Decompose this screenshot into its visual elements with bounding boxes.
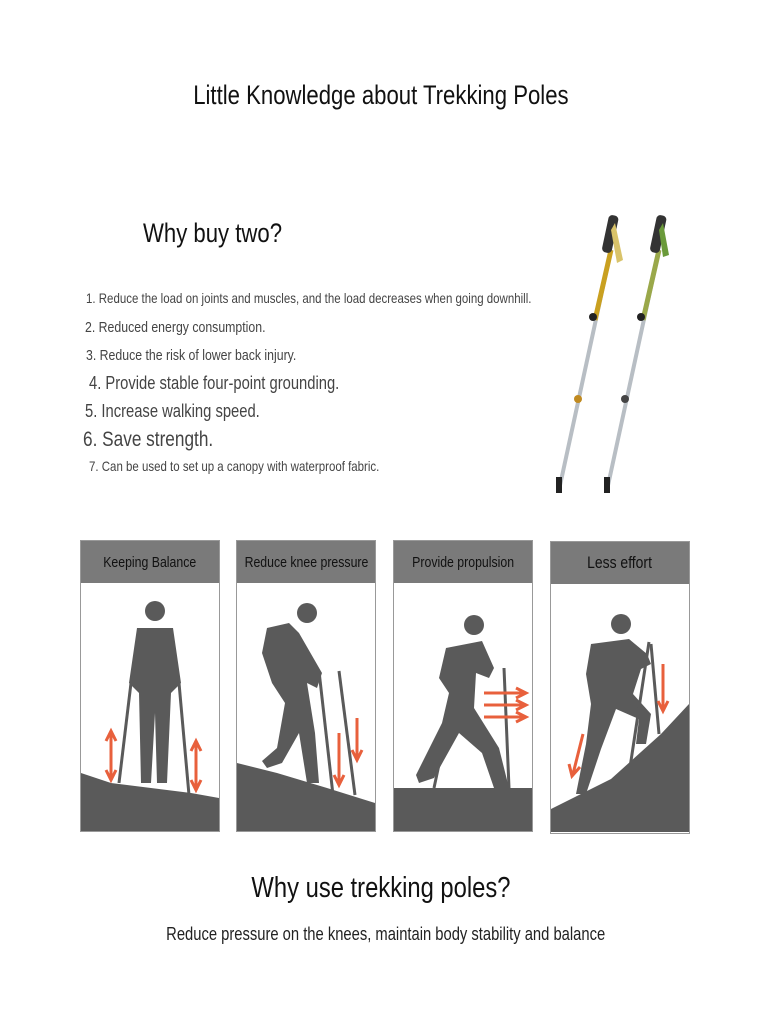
page-title-text: Little Knowledge about Trekking Poles — [193, 80, 569, 110]
why-use-heading — [0, 872, 762, 905]
panel-reduce-knee-pressure — [236, 540, 376, 832]
panel-keeping-balance — [80, 540, 220, 832]
pole-right — [604, 214, 669, 493]
why-buy-heading — [143, 218, 313, 249]
hiker-uphill-illustration — [551, 584, 689, 832]
list-item-text: 5. Increase walking speed. — [85, 401, 260, 421]
list-item — [86, 347, 343, 364]
panel-header — [394, 541, 532, 583]
trekking-poles-image — [545, 205, 685, 500]
hiker-knee-illustration — [237, 583, 375, 831]
list-item-text: 3. Reduce the risk of lower back injury. — [86, 347, 297, 364]
panel-header — [237, 541, 375, 583]
list-item — [85, 401, 298, 422]
why-use-subtitle — [0, 924, 762, 945]
list-item-text: 7. Can be used to set up a canopy with waterproof fabric. — [89, 458, 380, 474]
panel-header — [81, 541, 219, 583]
panel-provide-propulsion — [393, 540, 533, 832]
panel-header — [551, 542, 689, 584]
list-item-text: 4. Provide stable four-point grounding. — [89, 373, 340, 393]
page-title — [0, 80, 762, 111]
panel-label: Keeping Balance — [103, 553, 197, 571]
list-item-text: 6. Save strength. — [83, 428, 214, 451]
panel-label: Less effort — [587, 553, 653, 572]
why-use-subtitle-text: Reduce pressure on the knees, maintain body stability and balance — [166, 924, 606, 944]
pole-left — [556, 214, 623, 493]
list-item — [89, 458, 443, 474]
hiker-propulsion-illustration — [394, 583, 532, 831]
hiker-balance-illustration — [81, 583, 219, 831]
list-item-text: 1. Reduce the load on joints and muscles, and the load decreases when going downhill. — [86, 290, 532, 306]
panel-less-effort — [550, 541, 690, 834]
why-use-heading-text: Why use trekking poles? — [251, 872, 511, 904]
list-item — [85, 319, 305, 336]
list-item — [83, 428, 242, 452]
panel-label: Provide propulsion — [412, 553, 514, 571]
why-buy-heading-text: Why buy two? — [143, 218, 283, 248]
panel-label: Reduce knee pressure — [244, 553, 368, 571]
list-item — [89, 373, 394, 394]
list-item-text: 2. Reduced energy consumption. — [85, 319, 266, 336]
